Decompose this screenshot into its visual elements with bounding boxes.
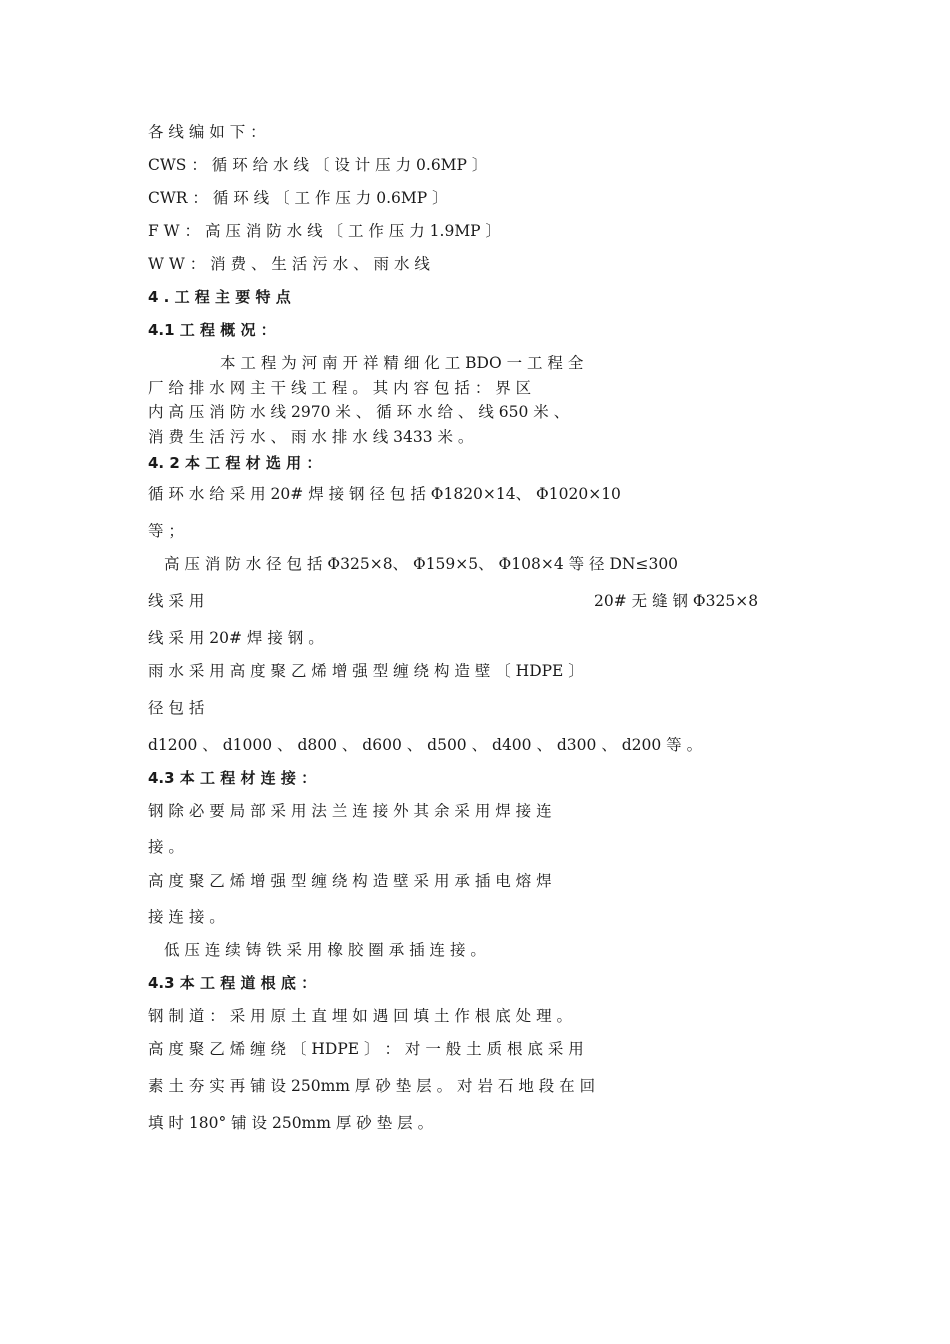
overview-paragraph-line-4: 消 费 生 活 污 水 、 雨 水 排 水 线 3433 米 。 bbox=[148, 428, 474, 446]
section-heading-4: 4 . 工 程 主 要 特 点 bbox=[148, 288, 291, 306]
connection-line-1: 钢 除 必 要 局 部 采 用 法 兰 连 接 外 其 余 采 用 焊 接 连 bbox=[148, 802, 552, 820]
section-heading-4-2: 4. 2 本 工 程 材 选 用 ： bbox=[148, 454, 322, 472]
connection-line-2: 接 。 bbox=[148, 838, 184, 856]
overview-paragraph-line-2: 厂 给 排 水 网 主 干 线 工 程 。 其 内 容 包 括 ： 界 区 bbox=[148, 379, 532, 397]
material-line-3: 高 压 消 防 水 径 包 括 Φ325×8、 Φ159×5、 Φ108×4 等 径 DN≤300 bbox=[164, 555, 679, 573]
material-line-8: d1200 、 d1000 、 d800 、 d600 、 d500 、 d400 、 d300 、 d200 等 。 bbox=[148, 736, 703, 754]
material-line-5: 线 采 用 20# 焊 接 钢 。 bbox=[148, 629, 324, 647]
overview-paragraph-line-3: 内 高 压 消 防 水 线 2970 米 、 循 环 水 给 、 线 650 米 、 bbox=[148, 403, 570, 421]
pipe-line-ww: W W ： 消 费 、 生 活 污 水 、 雨 水 线 bbox=[148, 255, 430, 273]
material-line-1: 循 环 水 给 采 用 20# 焊 接 钢 径 包 括 Φ1820×14、 Φ1020×10 bbox=[148, 485, 621, 503]
section-heading-4-1: 4.1 工 程 概 况 ： bbox=[148, 321, 276, 339]
pipe-line-cwr: CWR ： 循 环 线 〔 工 作 压 力 0.6MP 〕 bbox=[148, 189, 448, 207]
foundation-line-1: 钢 制 道 ： 采 用 原 土 直 埋 如 遇 回 填 土 作 根 底 处 理 。 bbox=[148, 1007, 573, 1025]
section-heading-4-3-foundation: 4.3 本 工 程 道 根 底 ： bbox=[148, 974, 317, 992]
pipe-list-intro: 各 线 编 如 下 ： bbox=[148, 123, 266, 141]
foundation-line-4: 填 时 180° 铺 设 250mm 厚 砂 垫 层 。 bbox=[148, 1114, 434, 1132]
material-line-7: 径 包 括 bbox=[148, 699, 205, 717]
pipe-line-cws: CWS ： 循 环 给 水 线 〔 设 计 压 力 0.6MP 〕 bbox=[148, 156, 488, 174]
connection-line-3: 高 度 聚 乙 烯 增 强 型 缠 绕 构 造 壁 采 用 承 插 电 熔 焊 bbox=[148, 872, 552, 890]
material-line-2: 等 ； bbox=[148, 522, 184, 540]
section-heading-4-3-connection: 4.3 本 工 程 材 连 接 ： bbox=[148, 769, 317, 787]
material-line-4a: 线 采 用 bbox=[148, 592, 205, 610]
connection-line-4: 接 连 接 。 bbox=[148, 908, 225, 926]
material-line-6: 雨 水 采 用 高 度 聚 乙 烯 增 强 型 缠 绕 构 造 壁 〔 HDPE 〕 bbox=[148, 662, 584, 680]
foundation-line-2: 高 度 聚 乙 烯 缠 绕 〔 HDPE 〕 ： 对 一 般 土 质 根 底 采 用 bbox=[148, 1040, 584, 1058]
overview-paragraph-line-1: 本 工 程 为 河 南 开 祥 精 细 化 工 BDO 一 工 程 全 bbox=[220, 354, 584, 372]
pipe-line-fw: F W ： 高 压 消 防 水 线 〔 工 作 压 力 1.9MP 〕 bbox=[148, 222, 502, 240]
foundation-line-3: 素 土 夯 实 再 铺 设 250mm 厚 砂 垫 层 。 对 岩 石 地 段 在 回 bbox=[148, 1077, 596, 1095]
material-line-4b: 20# 无 缝 钢 Φ325×8 bbox=[594, 592, 759, 610]
connection-line-5: 低 压 连 续 铸 铁 采 用 橡 胶 圈 承 插 连 接 。 bbox=[164, 941, 486, 959]
